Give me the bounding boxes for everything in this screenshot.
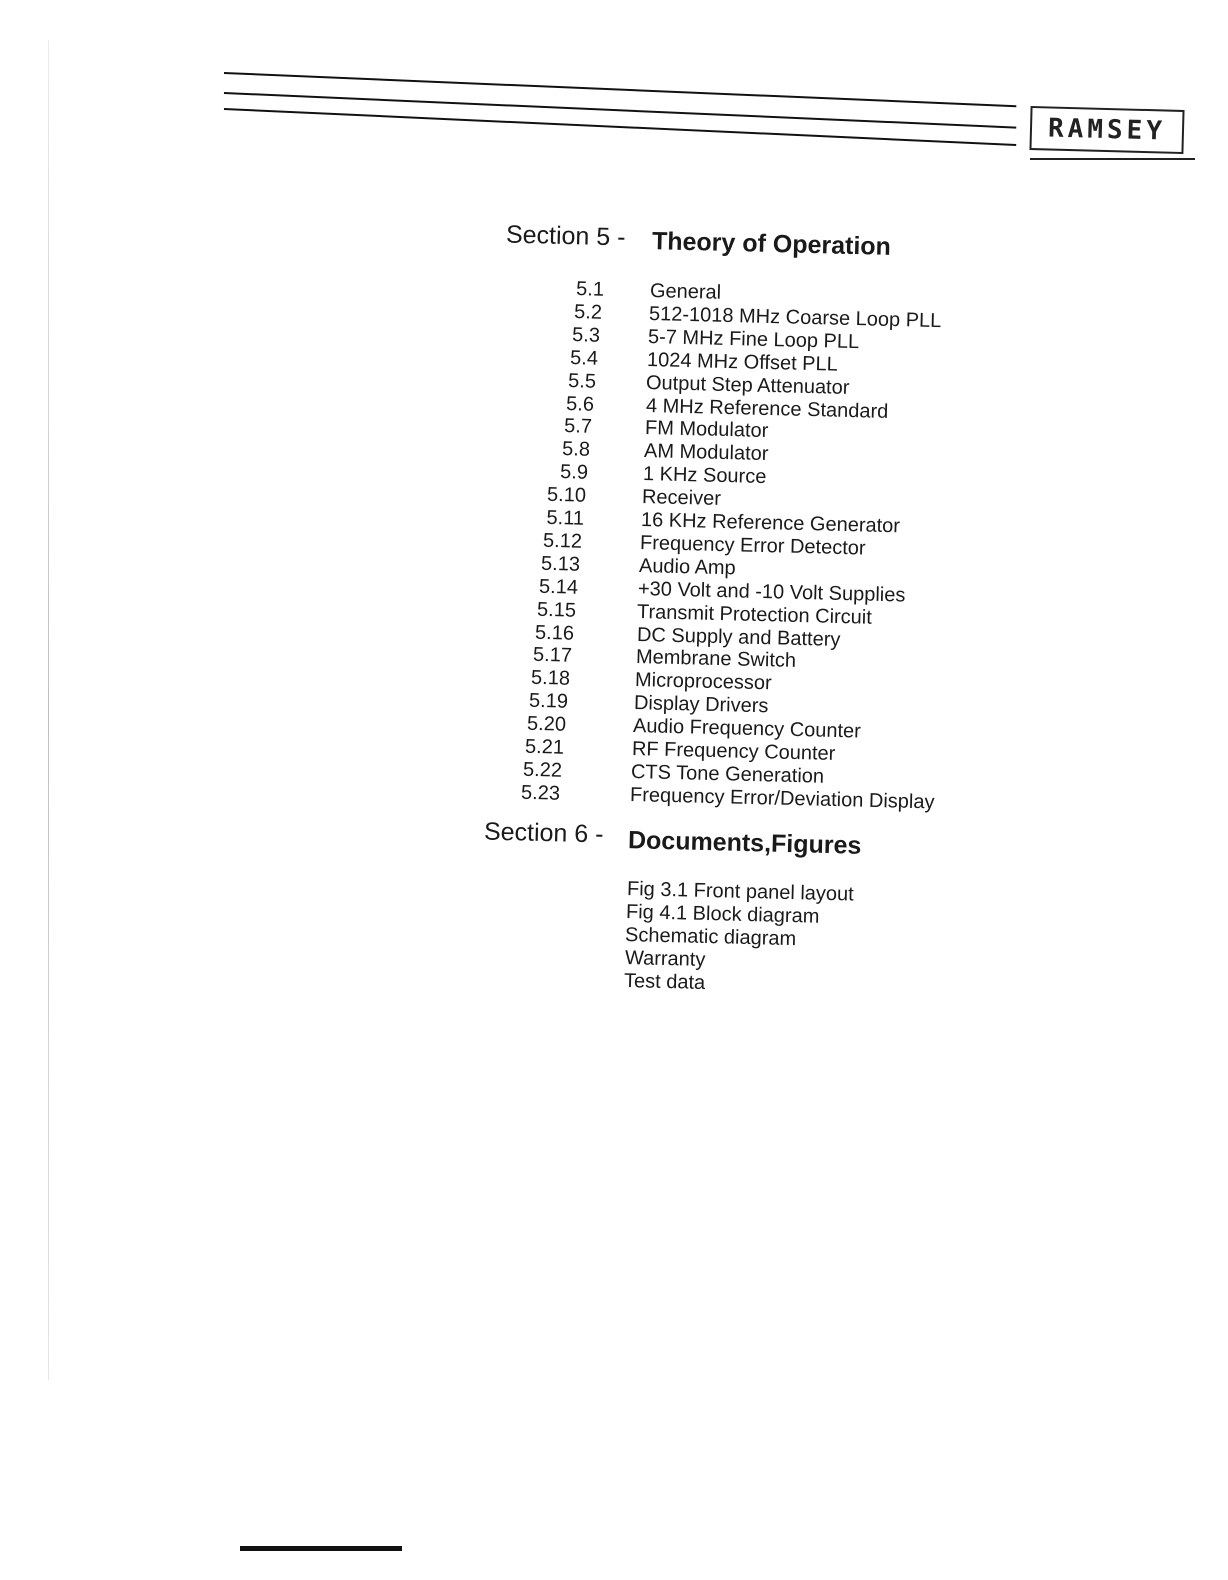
logo-text: RAMSEY <box>1047 113 1167 147</box>
toc-entry-number: 5.4 <box>569 346 599 370</box>
section-6-title: Documents,Figures <box>627 826 862 860</box>
figure-list-item: Fig 4.1 Block diagram <box>625 901 820 928</box>
toc-entry-title: Output Step Attenuator <box>646 371 851 399</box>
toc-entry-number: 5.18 <box>530 667 571 691</box>
toc-entry-title: Microprocessor <box>634 669 772 695</box>
toc-entry-title: Display Drivers <box>633 692 769 718</box>
section-5-title: Theory of Operation <box>651 227 892 261</box>
toc-entry-number: 5.21 <box>524 735 565 759</box>
toc-entry-title: General <box>649 280 722 304</box>
toc-entry-number: 5.12 <box>542 529 583 553</box>
figure-list-item: Schematic diagram <box>625 924 797 951</box>
toc-entry-title: FM Modulator <box>644 417 769 443</box>
toc-entry-number: 5.2 <box>573 300 603 324</box>
toc-entry-number: 5.5 <box>567 369 597 393</box>
figure-list-item: Test data <box>623 970 706 994</box>
toc-entry-title: AM Modulator <box>643 440 769 466</box>
toc-entry-number: 5.15 <box>536 598 577 622</box>
toc-entry-number: 5.14 <box>538 575 579 599</box>
toc-entry-title: 1024 MHz Offset PLL <box>647 348 839 376</box>
toc-entry-number: 5.9 <box>559 461 589 484</box>
toc-entry-title: Frequency Error Detector <box>639 531 866 560</box>
toc-entry-title: Receiver <box>641 486 722 511</box>
toc-entry-title: RF Frequency Counter <box>631 738 836 765</box>
toc-entry-number: 5.13 <box>540 552 581 576</box>
toc-entry-title: DC Supply and Battery <box>636 623 841 651</box>
figure-list-item: Warranty <box>624 947 706 971</box>
toc-entry-number: 5.6 <box>565 392 595 416</box>
toc-entry-number: 5.19 <box>528 689 569 713</box>
toc-entry-title: 512-1018 MHz Coarse Loop PLL <box>648 302 942 333</box>
toc-entry-number: 5.8 <box>561 438 591 462</box>
toc-entry-title: Frequency Error/Deviation Display <box>629 783 935 814</box>
toc-entry-number: 5.11 <box>546 506 585 530</box>
toc-entry-title: +30 Volt and -10 Volt Supplies <box>638 577 906 607</box>
toc-entry-title: 4 MHz Reference Standard <box>645 394 889 423</box>
toc-entry-title: 1 KHz Source <box>642 463 767 489</box>
toc-entry-number: 5.23 <box>520 781 561 805</box>
toc-entry-number: 5.20 <box>526 712 567 736</box>
toc-entry-number: 5.17 <box>532 644 573 668</box>
toc-entry-number: 5.7 <box>563 415 593 439</box>
toc-entry-number: 5.10 <box>546 483 587 507</box>
toc-entry-number: 5.16 <box>534 621 575 645</box>
toc-entry-number: 5.3 <box>571 323 601 347</box>
section-6-label: Section 6 - <box>483 817 604 849</box>
toc-entry-title: Transmit Protection Circuit <box>637 600 873 629</box>
toc-entry-title: Membrane Switch <box>635 646 796 673</box>
toc-entry-title: 16 KHz Reference Generator <box>640 509 901 538</box>
toc-entry-title: 5-7 MHz Fine Loop PLL <box>647 325 860 353</box>
toc-entry-title: Audio Amp <box>638 554 737 580</box>
footer-bar <box>240 1546 402 1551</box>
toc-entry-title: CTS Tone Generation <box>630 760 825 788</box>
toc-entry-title: Audio Frequency Counter <box>632 715 862 743</box>
section-5-label: Section 5 - <box>505 220 626 252</box>
figure-list-item: Fig 3.1 Front panel layout <box>626 878 855 906</box>
toc-entry-number: 5.22 <box>522 758 563 782</box>
toc-entry-number: 5.1 <box>575 278 605 301</box>
